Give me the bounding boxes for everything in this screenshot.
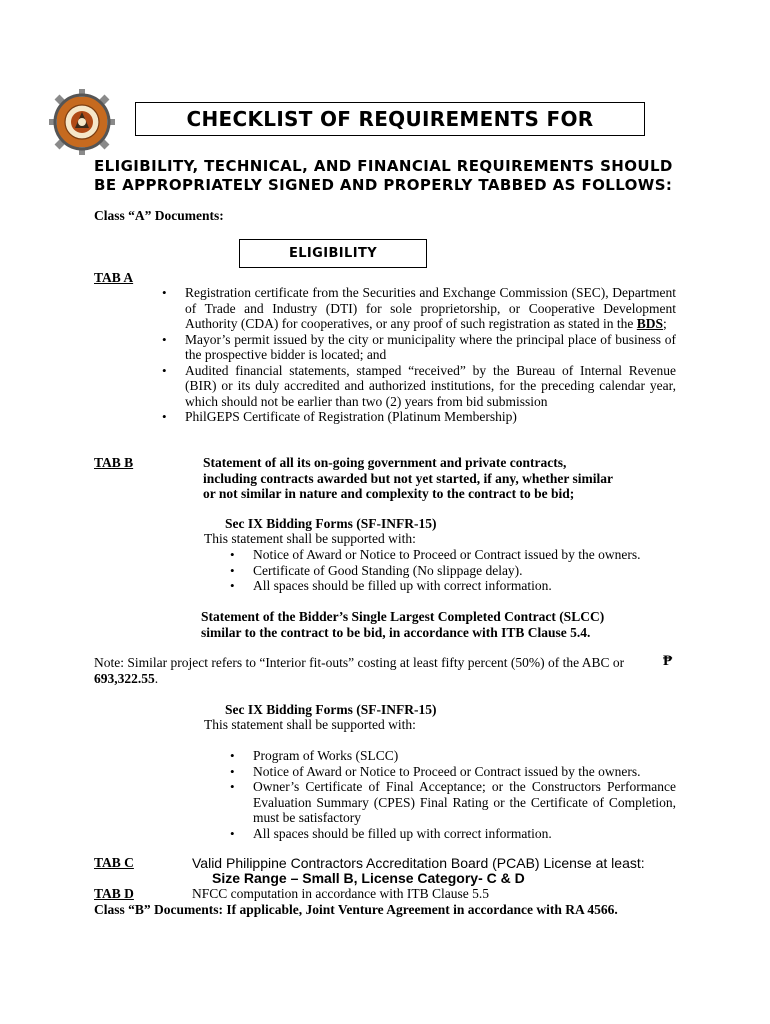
bidding-forms-title-2: Sec IX Bidding Forms (SF-INFR-15) — [225, 702, 437, 717]
bidding-forms-subtitle-1: This statement shall be supported with: — [204, 531, 416, 546]
list-item: • Program of Works (SLCC) — [230, 748, 676, 764]
pcab-size-range: Size Range – Small B, License Category- C & D — [212, 870, 525, 886]
ongoing-contracts-statement — [203, 455, 683, 502]
nfcc-text: NFCC computation in accordance with ITB Clause 5.5 — [192, 886, 489, 901]
tab-a-item-1: Registration certificate from the Securities and Exchange Commission (SEC), Department of Trade and Industry (DTI) for sole proprietorship, or Cooperative Development Authority (CDA) for cooperatives, or any proof of such registration as stated in the — [185, 285, 676, 331]
bds-reference: BDS — [636, 316, 664, 331]
list-item: • Notice of Award or Notice to Proceed or Contract issued by the owners. — [230, 764, 676, 780]
statement-line: Statement of all its on-going government and private contracts, — [203, 455, 567, 470]
list-item: • PhilGEPS Certificate of Registration (Platinum Membership) — [162, 409, 676, 425]
tab-a-list — [162, 285, 676, 425]
tab-a-label: TAB A — [94, 270, 134, 285]
statement-line: or not similar in nature and complexity to the contract to be bid; — [203, 486, 575, 501]
heading-line-2: BE APPROPRIATELY SIGNED AND PROPERLY TABBED AS FOLLOWS: — [94, 176, 673, 194]
note-text: Note: Similar project refers to “Interior fit-outs” costing at least fifty percent (50%) of the ABC or — [94, 655, 625, 670]
note-amount — [94, 671, 158, 687]
tab-d-label: TAB D — [94, 886, 134, 901]
slcc-statement — [201, 609, 681, 640]
peso-symbol: ₱ — [663, 653, 673, 669]
list-item: • Mayor’s permit issued by the city or municipality where the principal place of business of the prospective bidder is located; and — [162, 332, 676, 363]
list-item: • Audited financial statements, stamped “received” by the Bureau of Internal Revenue (BIR) or its duly accredited and authorized institutions, for the preceding calendar year, which should not be earlier than two (2) years from bid submission — [162, 363, 676, 410]
note-end: . — [154, 671, 159, 686]
tab-c-label: TAB C — [94, 855, 134, 870]
list-item: • Certificate of Good Standing (No slippage delay). — [230, 563, 680, 579]
list-item: • Notice of Award or Notice to Proceed or Contract issued by the owners. — [230, 547, 680, 563]
class-b-documents: Class “B” Documents: If applicable, Joint Venture Agreement in accordance with RA 4566. — [94, 902, 618, 917]
class-a-label: Class “A” Documents: — [94, 208, 224, 223]
slcc-line: Statement of the Bidder’s Single Largest Completed Contract (SLCC) — [201, 609, 605, 624]
document-title: CHECKLIST OF REQUIREMENTS FOR — [135, 102, 645, 136]
heading-line-1: ELIGIBILITY, TECHNICAL, AND FINANCIAL REQUIREMENTS SHOULD — [94, 157, 673, 175]
list-item: • All spaces should be filled up with correct information. — [230, 578, 680, 594]
forms-2-list — [230, 748, 676, 841]
list-item: • Owner’s Certificate of Final Acceptance; or the Constructors Performance Evaluation Summary (CPES) Final Rating or the Certificate of Completion, must be satisfactory — [230, 779, 676, 826]
similar-project-note — [94, 655, 684, 671]
statement-line: including contracts awarded but not yet started, if any, whether similar — [203, 470, 613, 486]
agency-seal-logo — [48, 88, 116, 156]
list-item — [162, 285, 676, 332]
eligibility-section-label: ELIGIBILITY — [239, 239, 427, 268]
requirements-heading — [94, 157, 714, 195]
bidding-forms-subtitle-2: This statement shall be supported with: — [204, 717, 416, 732]
list-item: • All spaces should be filled up with correct information. — [230, 826, 676, 842]
forms-1-list — [230, 547, 680, 594]
slcc-line: similar to the contract to be bid, in accordance with ITB Clause 5.4. — [201, 624, 591, 640]
tab-b-label: TAB B — [94, 455, 134, 470]
tab-a-item-1-end: ; — [663, 316, 667, 331]
pcab-license-text: Valid Philippine Contractors Accreditation Board (PCAB) License at least: — [192, 855, 645, 871]
bidding-forms-title-1: Sec IX Bidding Forms (SF-INFR-15) — [225, 516, 437, 531]
abc-amount: 693,322.55 — [94, 671, 155, 686]
